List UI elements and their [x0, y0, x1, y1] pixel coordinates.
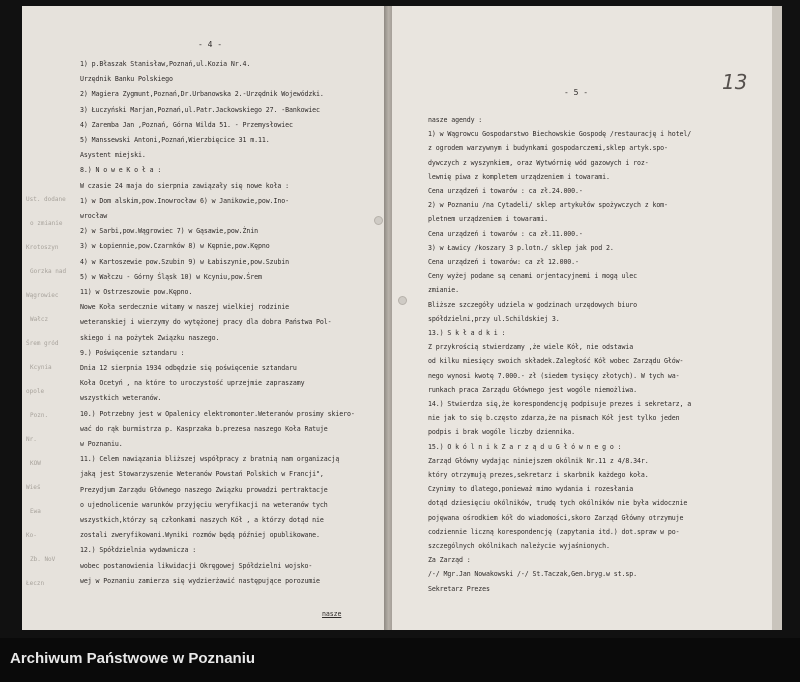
text-line: z ogrodem warzywnym i budynkami gospodarczemi,sklep artyk.spo-: [428, 144, 668, 153]
text-line: Cena urządzeń i towarów: ca zł 12.000.-: [428, 258, 579, 266]
margin-note: opole: [26, 388, 45, 395]
text-line: 2) Magiera Zygmunt,Poznań,Dr.Urbanowska 2.-Urzędnik Wojewódzki.: [80, 90, 324, 99]
text-line: 11.) Celem nawiązania bliższej współpracy z bratnią nam organizacją: [80, 455, 340, 464]
right-page: [392, 6, 772, 630]
margin-note: Ust. dodane: [26, 196, 66, 203]
text-line: 3) Łuczyński Marjan,Poznań,ul.Patr.Jackowskiego 27. -Bankowiec: [80, 105, 320, 114]
text-line: szczególnych okólnikach należycie wyjaśnionych.: [428, 542, 610, 550]
margin-note: Wałcz: [30, 316, 49, 323]
text-line: codziennie liczną korespondencję (zapytania itd.) dot.spraw w po-: [428, 527, 680, 536]
text-line: wrocław: [80, 212, 108, 220]
handwritten-folio-number: 13: [722, 70, 748, 94]
text-line: Dnia 12 sierpnia 1934 odbędzie się poświęcenie sztandaru: [80, 364, 297, 372]
text-line: Ceny wyżej podane są cenami orjentacyjnemi i mogą ulec: [428, 272, 637, 281]
text-line: 12.) Spółdzielnia wydawnicza :: [80, 546, 197, 555]
archive-name: Archiwum Państwowe w Poznaniu: [10, 650, 256, 667]
archive-footer: [0, 638, 800, 682]
text-line: 8.) N o w e K o ł a :: [80, 166, 162, 175]
text-line: pojęwana ośrodkiem kół do wiadomości,skoro Zarząd Główny otrzymuje: [428, 513, 684, 522]
text-line: Asystent miejski.: [80, 151, 146, 160]
left-catchword: nasze: [322, 610, 342, 618]
text-line: od kilku miesięcy swoich składek.Zaległość Kół wobec Zarządu Głów-: [428, 357, 684, 366]
page-stack-edge: [772, 6, 782, 630]
text-line: jaką jest Stowarzyszenie Weteranów Powstań Polskich w Francji",: [80, 470, 324, 479]
text-line: zostali zweryfikowani.Wyniki rozmów będą później opublikowane.: [80, 531, 320, 540]
right-page-number: - 5 -: [564, 88, 589, 97]
text-line: Prezydjum Zarządu Głównego naszego Związku prowadzi pertraktacje: [80, 485, 328, 494]
text-line: 5) w Wałczu - Górny Śląsk 10) w Kcyniu,pow.Śrem: [80, 272, 262, 281]
text-line: weteranskiej i wierzymy do wytężonej pracy dla dobra Państwa Pol-: [80, 318, 332, 327]
text-line: zmianie.: [428, 286, 459, 295]
text-line: spółdzielni,przy ul.Schildskiej 3.: [428, 314, 560, 323]
text-line: 2) w Poznaniu /na Cytadeli/ sklep artykułów spożywczych z kom-: [428, 201, 668, 210]
text-line: 1) w Dom alskim,pow.Inowrocław 6) w Janikowie,pow.Ino-: [80, 196, 289, 205]
text-line: wszystkich,którzy są członkami naszych Kół , a którzy dotąd nie: [80, 516, 324, 524]
text-line: /-/ Mgr.Jan Nowakowski /-/ St.Taczak,Gen.bryg.w st.sp.: [428, 570, 637, 579]
text-line: 15.) O k ó l n i k Z a r z ą d u G ł ó w n e g o :: [428, 442, 622, 451]
text-line: Koła Ocetyń , na które to uroczystość uprzejmie zapraszamy: [80, 379, 305, 388]
margin-note: Wągrowiec: [26, 292, 59, 299]
text-line: 3) w Łopiennie,pow.Czarnków 8) w Kępnie,pow.Kępno: [80, 242, 270, 251]
margin-note: Łeczn: [26, 580, 45, 587]
text-line: Cena urządzeń i towarów : ca zł.24.000.-: [428, 187, 583, 195]
margin-note: Ko-: [26, 532, 37, 539]
text-line: Nowe Koła serdecznie witamy w naszej wielkiej rodzinie: [80, 303, 289, 312]
margin-note: Śrem gród: [26, 340, 59, 347]
text-line: dywczych z wyszynkiem, oraz Wytwórnię wód gazowych i roz-: [428, 158, 649, 167]
text-line: runkach praca Zarządu Głównego jest wogóle niemożliwa.: [428, 385, 637, 394]
margin-note: Wieś: [26, 484, 41, 491]
text-line: Bliższe szczegóły udziela w godzinach urzędowych biuro: [428, 300, 637, 309]
text-line: o ujednolicenie warunków przyjęciu weryfikacji na weteranów tych: [80, 500, 328, 509]
text-line: Zarząd Główny wydając niniejszem okólnik Nr.11 z 4/8.34r.: [428, 456, 649, 465]
text-line: Sekretarz Prezes: [428, 584, 490, 593]
text-line: który otrzymują prezes,sekretarz i skarbnik każdego koła.: [428, 471, 649, 479]
text-line: 5) Manssewski Antoni,Poznań,Wierzbięcice 31 m.11.: [80, 136, 270, 144]
text-line: wszystkich weteranów.: [80, 394, 162, 403]
text-line: skiego i na pożytek Związku naszego.: [80, 333, 220, 342]
text-line: lewnię piwa z kompletem urządzeniem i towarami.: [428, 172, 610, 181]
text-line: wobec postanowienia likwidacji Okręgowej Spółdzielni wojsko-: [80, 561, 313, 570]
punch-hole: [374, 216, 383, 225]
margin-note: Zb. NoV: [30, 556, 56, 563]
text-line: 4) w Kartoszewie pow.Szubin 9) w Łabiszynie,pow.Szubin: [80, 257, 289, 266]
text-line: 4) Zaremba Jan ,Poznań, Górna Wilda 51. - Przemysłowiec: [80, 120, 293, 129]
margin-note: o zmianie: [30, 220, 63, 227]
text-line: 9.) Poświęcenie sztandaru :: [80, 348, 185, 357]
text-line: Za Zarząd :: [428, 556, 471, 565]
text-line: podpis i brak wogóle liczby dziennika.: [428, 428, 576, 437]
text-line: 1) w Wągrowcu Gospodarstwo Biechowskie Gospodę /restaurację i hotel/: [428, 130, 692, 139]
text-line: nie jak to się b.często zdarza,że na pismach Kół jest tylko jeden: [428, 414, 680, 423]
text-line: 3) w Ławicy /koszary 3 p.lotn./ sklep jak pod 2.: [428, 243, 614, 252]
margin-note: Gorzka nad: [30, 268, 67, 275]
margin-note: Pozn.: [30, 412, 49, 419]
margin-note: KOW: [30, 460, 41, 467]
left-page: [22, 6, 386, 630]
text-line: pletnem urządzeniem i towarami.: [428, 215, 548, 224]
text-line: wać do rąk burmistrza p. Kasprzaka b.prezesa naszego Koła Ratuje: [80, 424, 328, 433]
margin-note: Ewa: [30, 508, 41, 515]
text-line: Urzędnik Banku Polskiego: [80, 75, 173, 84]
text-line: Czynimy to dlatego,ponieważ mimo wydania i rozesłania: [428, 485, 634, 494]
text-line: 10.) Potrzebny jest w Opalenicy elektromonter.Weteranów prosimy skiero-: [80, 409, 355, 418]
punch-hole: [398, 296, 407, 305]
text-line: Cena urządzeń i towarów : ca zł.11.000.-: [428, 229, 583, 238]
text-line: 11) w Ostrzeszowie pow.Kępno.: [80, 288, 193, 296]
text-line: nasze agendy :: [428, 116, 483, 124]
text-line: W czasie 24 maja do sierpnia zawiązały się nowe koła :: [80, 181, 289, 190]
margin-note: Nr.: [26, 436, 37, 443]
text-line: wej w Poznaniu zamierza się wydzierżawić następujące porozumie: [80, 576, 320, 585]
text-line: Z przykrością stwierdzamy ,że wiele Kół, nie odstawia: [428, 343, 634, 352]
margin-note: Krotoszyn: [26, 244, 59, 251]
margin-note: Kcynia: [30, 364, 52, 371]
text-line: 1) p.Błaszak Stanisław,Poznań,ul.Kozia Nr.4.: [80, 60, 251, 68]
text-line: 13.) S k ł a d k i :: [428, 329, 506, 337]
text-line: 14.) Stwierdza się,że korespondencję podpisuje prezes i sekretarz, a: [428, 400, 692, 408]
left-page-number: - 4 -: [198, 40, 223, 49]
text-line: nego wynosi kwotę 7.000.- zł (siedem tysięcy złotych). W tych wa-: [428, 371, 680, 380]
text-line: dotąd dziesięciu okólników, trudę tych okólników nie była widocznie: [428, 499, 688, 508]
text-line: 2) w Sarbi,pow.Wągrowiec 7) w Gąsawie,pow.Żnin: [80, 227, 259, 236]
text-line: w Poznaniu.: [80, 440, 123, 448]
